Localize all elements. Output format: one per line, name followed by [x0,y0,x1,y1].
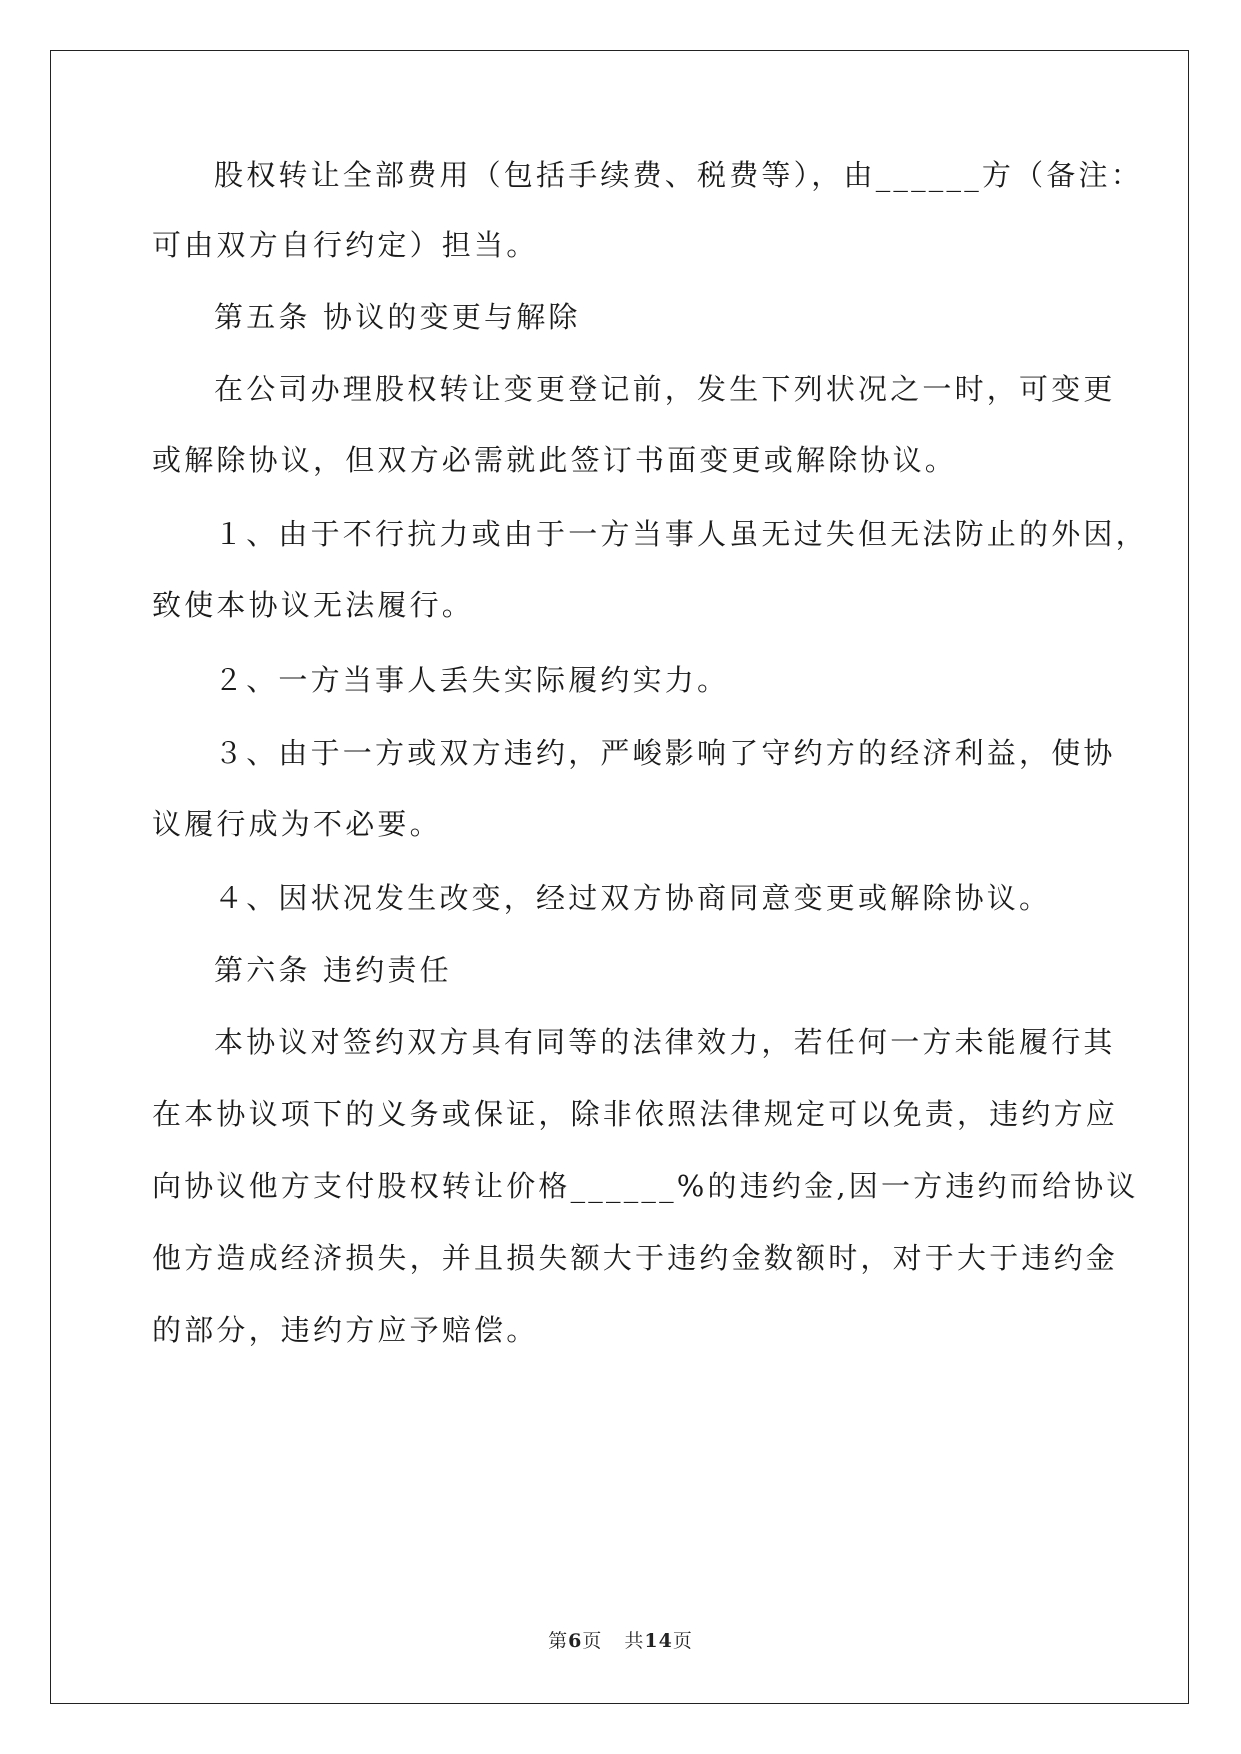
page-footer [0,1626,1241,1653]
total-suffix: 页 [672,1630,693,1652]
list-item-line: ２、一方当事人丢失实际履约实力。 [214,663,730,697]
paragraph-line: 可由双方自行约定）担当。 [152,228,539,262]
section-heading: 第六条 违约责任 [214,953,452,987]
page-suffix: 页 [582,1630,603,1652]
list-item-line: ３、由于一方或双方违约，严峻影响了守约方的经济利益，使协 [214,736,1116,770]
total-prefix: 共 [624,1630,645,1652]
paragraph-line: 或解除协议，但双方必需就此签订书面变更或解除协议。 [152,443,958,477]
total-pages: 14 [644,1630,673,1652]
paragraph-line: 向协议他方支付股权转让价格______%的违约金,因一方违约而给协议 [152,1169,1139,1203]
list-item-line: 致使本协议无法履行。 [152,588,475,622]
list-item-line: 议履行成为不必要。 [152,807,442,841]
section-heading: 第五条 协议的变更与解除 [214,300,581,334]
list-item-line: １、由于不行抗力或由于一方当事人虽无过失但无法防止的外因， [214,517,1148,551]
paragraph-line: 本协议对签约双方具有同等的法律效力，若任何一方未能履行其 [214,1025,1116,1059]
list-item-line: ４、因状况发生改变，经过双方协商同意变更或解除协议。 [214,881,1052,915]
paragraph-line: 他方造成经济损失，并且损失额大于违约金数额时，对于大于违约金 [152,1241,1119,1275]
paragraph-line: 的部分，违约方应予赔偿。 [152,1313,539,1347]
page-number: 6 [568,1630,583,1652]
page-prefix: 第 [548,1630,569,1652]
paragraph-line: 股权转让全部费用（包括手续费、税费等），由______方（备注： [214,158,1143,192]
paragraph-line: 在公司办理股权转让变更登记前，发生下列状况之一时，可变更 [214,372,1116,406]
paragraph-line: 在本协议项下的义务或保证，除非依照法律规定可以免责，违约方应 [152,1097,1119,1131]
